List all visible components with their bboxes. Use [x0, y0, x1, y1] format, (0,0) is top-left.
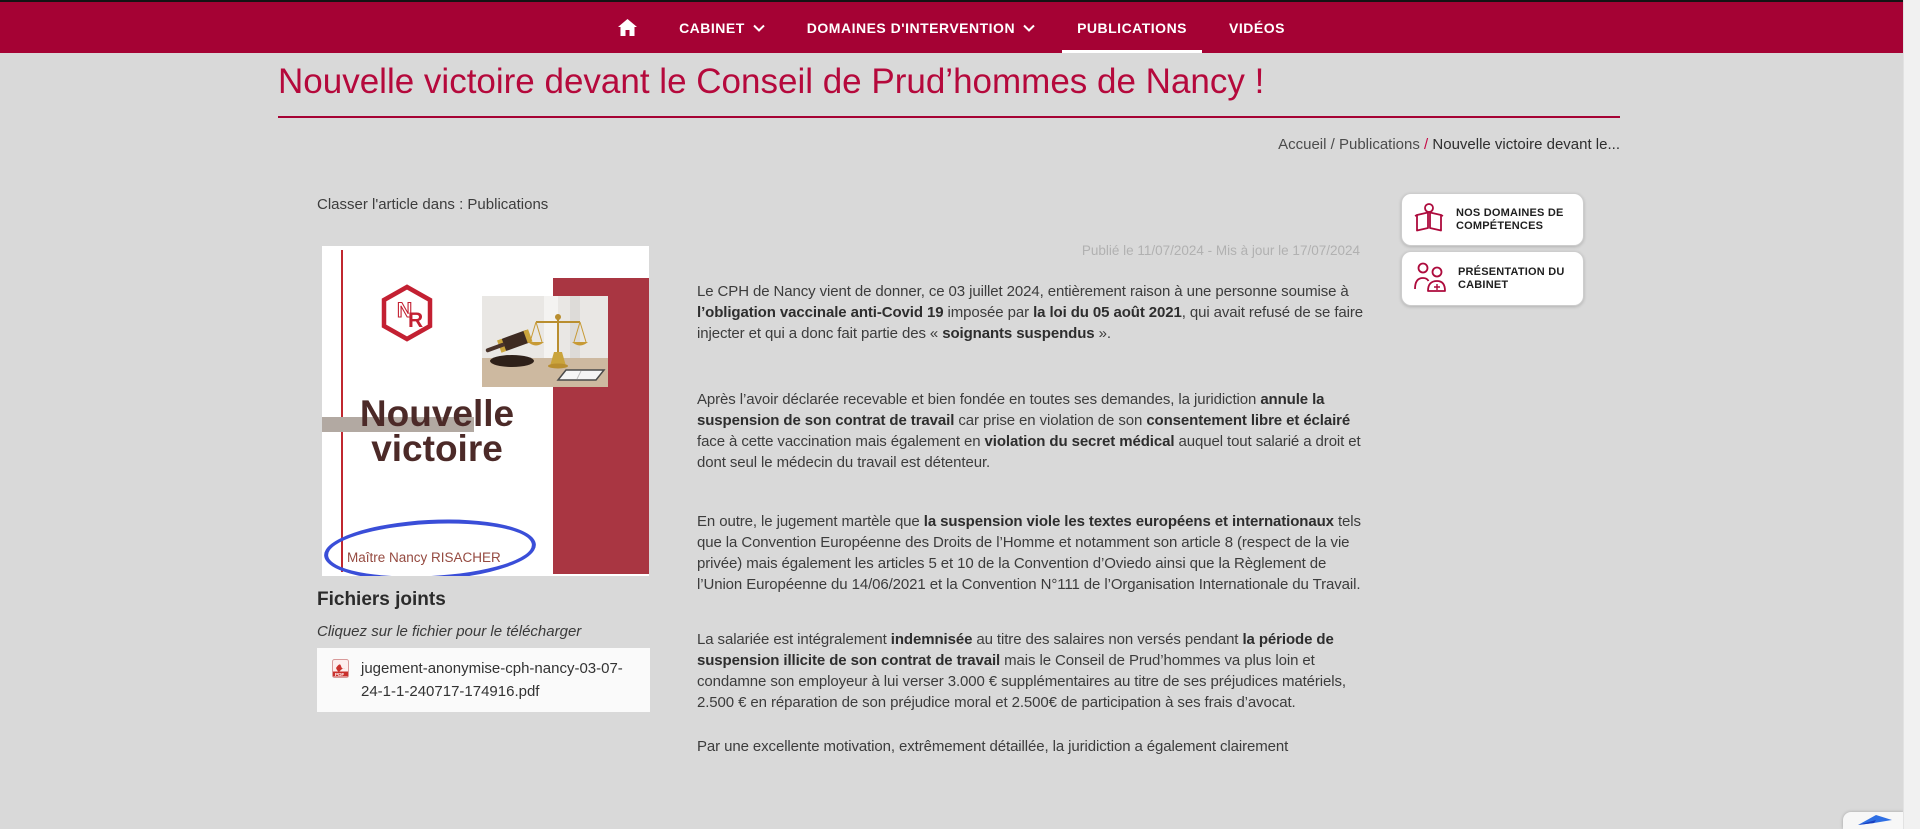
poster-author: Maître Nancy RISACHER	[347, 550, 501, 565]
article-paragraph: Le CPH de Nancy vient de donner, ce 03 juillet 2024, entièrement raison à une personne soumise à l’obligation vaccinale anti-Covid 19 imposée par la loi du 05 août 2021, qui avait refusé de se faire injecter et qui a donc fait partie des « soignants suspendus ».	[697, 283, 1364, 342]
article-paragraph: Après l’avoir déclarée recevable et bien fondée en toutes ses demandes, la juridiction annule la suspension de son contrat de travail car prise en violation de son consentement libre et éclairé face à cette vaccination mais également en violation du secret médical auquel tout salarié a droit et dont seul le médecin du travail est détenteur.	[697, 391, 1361, 471]
svg-text:PDF: PDF	[335, 671, 345, 677]
nr-hexagon-logo-icon	[378, 284, 436, 342]
category-prefix: Classer l'article dans :	[317, 196, 468, 213]
sidebar-button-label: NOS DOMAINES DE COMPÉTENCES	[1456, 206, 1564, 232]
nav-item-domaines-intervention[interactable]	[786, 2, 1056, 53]
sidebar-button-presentation-cabinet[interactable]	[1401, 251, 1584, 306]
two-people-icon	[1413, 260, 1447, 297]
nav-item-label: DOMAINES D'INTERVENTION	[806, 19, 1016, 36]
nav-item-videos[interactable]	[1208, 2, 1306, 53]
category-link[interactable]: Publications	[467, 196, 549, 213]
breadcrumb-separator: /	[1330, 136, 1335, 153]
blue-highlight-ellipse	[323, 514, 538, 576]
breadcrumb	[278, 136, 1620, 153]
article-paragraph: En outre, le jugement martèle que la suspension viole les textes européens et internationaux tels que la Convention Européenne des Droits de l’Homme et notamment son article 8 (respect de la vie privée) mais également les articles 5 et 10 de la Convention d’Oviedo ainsi que la Règlement de l’Union Européenne du 14/06/2021 et la Convention N°111 de l’Organisation Internationale du Travail.	[697, 513, 1361, 593]
nav-item-home[interactable]	[597, 2, 658, 53]
chevron-down-icon	[1023, 24, 1035, 32]
attachments-heading: Fichiers joints	[317, 589, 446, 610]
article-poster-image	[322, 246, 649, 576]
privacy-badge[interactable]	[1843, 812, 1904, 829]
gavel-and-scales-photo	[482, 296, 608, 387]
breadcrumb-link-publications[interactable]: Publications	[1338, 136, 1420, 153]
poster-title-line2: victoire	[371, 428, 503, 469]
page-title: Nouvelle victoire devant le Conseil de Prud’hommes de Nancy !	[278, 60, 1620, 118]
nav-item-label: PUBLICATIONS	[1077, 19, 1188, 36]
breadcrumb-link-accueil[interactable]: Accueil	[1278, 136, 1327, 153]
nav-item-publications[interactable]	[1056, 2, 1208, 53]
nav-item-cabinet[interactable]	[658, 2, 786, 53]
article-category-line	[317, 196, 548, 213]
sidebar-button-domaines-competences[interactable]	[1401, 193, 1584, 246]
article-paragraph: Par une excellente motivation, extrêmement détaillée, la juridiction a également clairement	[697, 738, 1289, 755]
chevron-down-icon	[753, 24, 765, 32]
vertical-scrollbar[interactable]	[1903, 0, 1920, 829]
article-paragraph: La salariée est intégralement indemnisée au titre des salaires non versés pendant la période de suspension illicite de son contrat de travail mais le Conseil de Prud’hommes va plus loin et condamne son employeur à lui verser 3.000 € supplémentaires au titre de ses préjudices matériels, 2.500 € en réparation de son préjudice moral et 2.500€ de participation à ses frais d’avocat.	[697, 631, 1346, 711]
home-icon	[618, 19, 637, 36]
poster-title	[332, 393, 542, 469]
article-body	[697, 281, 1367, 757]
poster-title-line1: Nouvelle	[359, 393, 515, 434]
breadcrumb-separator: /	[1424, 136, 1429, 153]
attachment-filename: jugement-anonymise-cph-nancy-03-07-24-1-1-240717-174916.pdf	[361, 660, 623, 700]
breadcrumb-current: Nouvelle victoire devant le...	[1432, 136, 1620, 153]
attachments-hint: Cliquez sur le fichier pour le télécharger	[317, 623, 582, 640]
publish-date: Publié le 11/07/2024 - Mis à jour le 17/07/2024	[1081, 243, 1360, 258]
pdf-file-icon	[332, 659, 349, 685]
nav-item-label: CABINET	[679, 19, 745, 36]
svg-text:N: N	[397, 299, 413, 322]
badge-blue-icon	[1854, 812, 1894, 828]
person-reading-book-icon	[1413, 202, 1445, 237]
sidebar-button-label: PRÉSENTATION DU CABINET	[1458, 265, 1565, 291]
nav-item-label: VIDÉOS	[1229, 19, 1285, 36]
attachment-item[interactable]	[317, 648, 650, 712]
main-navigation	[0, 2, 1903, 53]
svg-text:R: R	[408, 309, 424, 332]
